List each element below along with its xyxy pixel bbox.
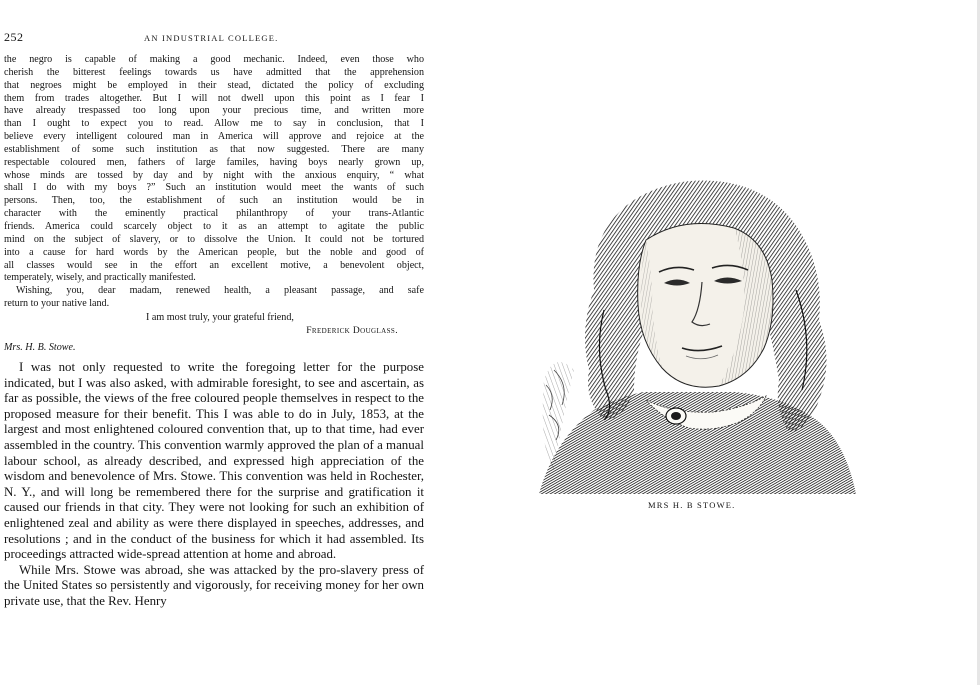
book-page [4, 30, 428, 680]
letter-line: than I ought to expect you to read. Allow me to say in conclusion, that I [4, 118, 424, 130]
letter-line: persons. Then, too, the establishment of such an institution would be in [4, 195, 424, 207]
page-header [4, 30, 428, 46]
letter-closing: Wishing, you, dear madam, renewed health, a pleasant passage, and safe [16, 285, 424, 297]
letter-line: respectable coloured men, fathers of large familes, having boys nearly grown up, [4, 156, 424, 168]
page-number: 252 [4, 30, 24, 44]
letter-line: have already trespassed too long upon your precious time, and written more [4, 105, 424, 117]
letter-line: all classes would see in the effort an excellent motive, a benevolent object, [4, 259, 424, 271]
letter-line: them from trades altogether. But I will not dwell upon this point as I fear I [4, 92, 424, 104]
letter-line: establishment of some such institution as that now suggested. There are many [4, 143, 424, 155]
paragraph: I was not only requested to write the foregoing letter for the purpose indicated, but I was also asked, with admirable foresight, to see and ascertain, as far as possible, the views of the free coloured people themselves in respect to the proposed measure for their benefit. This I was able to do in July, 1853, at the largest and most enlightened coloured convention that, up to that time, had ever assembled in the country. This convention warmly approved the plan of a manual labour school, as already described, and expressed high appreciation of the wisdom and benevolence of Mrs. Stowe. This convention was held in Rochester, N. Y., and will long be remembered there for the surprise and gratification it caused our friends in that city. They were not looking for such an exhibition of enlightened zeal and ability as were there displayed in speeches, addresses, and resolutions ; and in the conduct of the business for which it had assembled. Its proceedings attracted wide-spread attention at home and abroad. [4, 360, 424, 562]
letter-line: that negroes might be employed in their stead, dictated the policy of excluding [4, 79, 424, 91]
letter-line: temperately, wisely, and practically manifested. [4, 272, 196, 284]
letter-closing: return to your native land. [4, 298, 110, 310]
letter-line: whose minds are tossed by day and by night with the anxious enquiry, “ what [4, 169, 424, 181]
letter-addressee: Mrs. H. B. Stowe. [4, 341, 76, 353]
letter-line: into a cause for hard words by the American people, but the noble and good of [4, 246, 424, 258]
letter-line: friends. America could scarcely object to it as an attempt to agitate the public [4, 220, 424, 232]
letter-line: shall I do with my boys ?” Such an institution would meet the wants of such [4, 182, 424, 194]
letter-sign-off: I am most truly, your grateful friend, [146, 311, 294, 323]
portrait-engraving [534, 170, 860, 494]
running-title: AN INDUSTRIAL COLLEGE. [144, 33, 279, 43]
letter-line: mind on the subject of slavery, or to dissolve the Union. It could not be tortured [4, 233, 424, 245]
letter-line: cherish the bitterest feelings towards us have admitted that the apprehension [4, 66, 424, 78]
letter-excerpt [4, 54, 424, 354]
narrative-text [4, 360, 424, 610]
letter-line: believe every intelligent coloured man in America will approve and rejoice at the [4, 131, 424, 143]
letter-line: character with the eminently practical philanthropy of your trans-Atlantic [4, 208, 424, 220]
letter-line: the negro is capable of making a good mechanic. Indeed, even those who [4, 54, 424, 65]
letter-signature: Frederick Douglass. [306, 325, 398, 336]
portrait-illustration [534, 170, 860, 494]
portrait-caption: MRS H. B STOWE. [648, 500, 736, 510]
paragraph: While Mrs. Stowe was abroad, she was attacked by the pro-slavery press of the United States so persistently and vigorously, for receiving money for her own private use, that the Rev. Henry [4, 562, 424, 608]
